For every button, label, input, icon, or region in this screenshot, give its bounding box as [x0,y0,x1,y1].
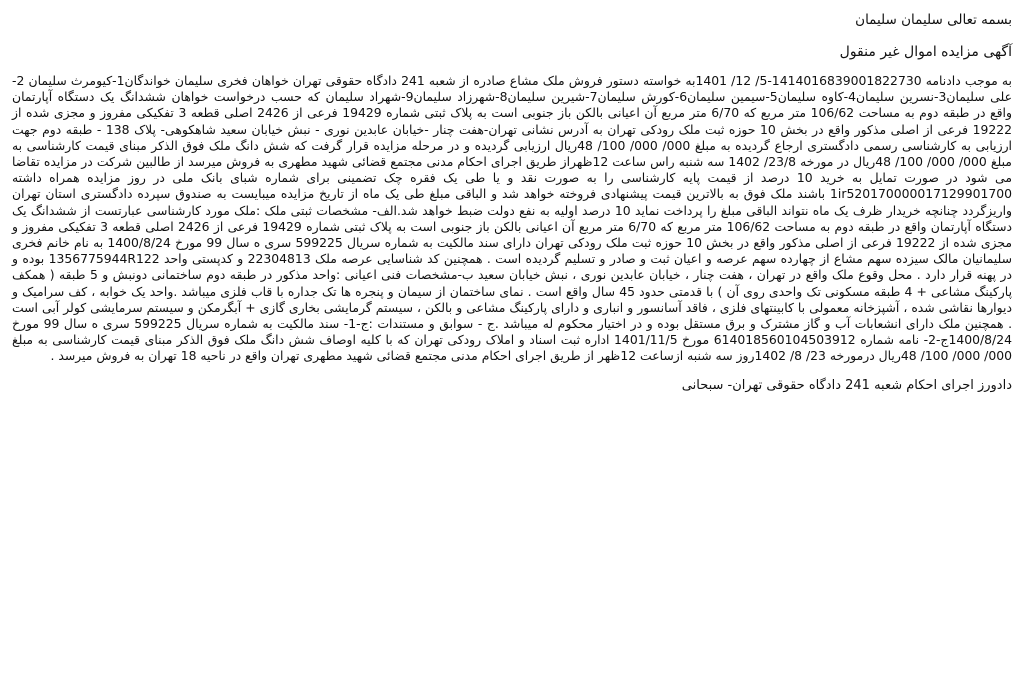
document-title: آگهی مزایده اموال غیر منقول [839,44,1012,60]
document-body: به موجب دادنامه 14016839001822730‏5-14/ 12/ 1401به خواسته دستور فروش ملک مشاع صادره از شعبه 241 دادگاه حقوقی تهران خواهان فخری سلیمان خواندگان1-کیومرث سلیمان 2-علی سلیمان3-نسرین سلیمان4-کاوه سلیمان5-سیمین سلیمان6-کورش سلیمان7-شیرین سلیمان8-شهرزاد سلیمان9-شهراد سلیمان که حسب درخواست خواهان ششدانگ یک دستگاه آپارتمان واقع در طبقه دوم به مساحت 106/62 متر مربع که 6/70 متر مربع آن اعیانی بالکن باز جنوبی است به پلاک ثبتی شماره 19429 فرعی از 2426 اصلی قطعه 3 تفکیکی مفروز و مجزی شده از 19222 فرعی از اصلی مذکور واقع در بخش 10 حوزه ثبت ملک رودکی تهران به آدرس نشانی تهران-هفت چنار -خیابان عابدین نوری - نبش خیابان سعید شاهکوهی- پلاک 138 - طبقه دوم جهت ارزیابی به کارشناسی رسمی دادگستری ارجاع گردیده به مبلغ 000/ 000/ 100/ 48ریال ارزیابی گردیده و در مرحله مزایده قرار گرفت که شش دانگ ملک فوق الذکر مبنای قیمت کارشناسی به مبلغ 000/ 000/ 100/ 48ریال در مورخه 23/8/ 1402 سه شنبه راس ساعت 12ظهراز طریق اجرای احکام مدنی مجتمع قضائی شهید مطهری به فروش میرسد از طالبین شرکت در مزایده تقاضا می شود در صورت تمایل به خرید 10 درصد از قیمت پایه کارشناسی را به صورت نقد و یا طی یک فقره چک تضمینی برای شماره شبای بانک ملی در روز مزایده همراه داشته ir520170000017129901700‏1 باشند ملک فوق به بالاترین قیمت پیشنهادی فروخته خواهد شد و الباقی مبلغ طی یک ماه از تاریخ مزایده میبایست به صندوق سپرده دادگستری استان تهران واریزگردد چنانچه خریدار ظرف یک ماه نتواند الباقی مبلغ را پرداخت نماید 10 درصد اولیه به نفع دولت ضبط خواهد شد.الف- مشخصات ثبتی ملک :ملک مورد کارشناسی عبارتست از ششدانگ یک دستگاه آپارتمان واقع در طبقه دوم به مساحت 106/62 متر مربع که 6/70 متر مربع آن اعیانی بالکن باز جنوبی است به پلاک ثبتی شماره 19429 فرعی از 2426 اصلی قطعه 3 تفکیکی مفروز و مجزی شده از 19222 فرعی از اصلی مذکور واقع در بخش 10 حوزه ثبت ملک رودکی تهران دارای سند مالکیت به شماره سریال 599225 سری ه سال 99 مورخ 1400/8/24 به نام خانم فخری سلیمانیان مالک سیزده سهم مشاع از چهارده سهم عرصه و اعیان ثبت و صادر و تسلیم گردیده است . همچنین کد شناسایی عرصه ملک 2304813‏2 و کدپستی واحد 1356775944R122 بوده و در پهنه قرار دارد . محل وقوع ملک واقع در تهران ، هفت چنار ، خیابان عابدین نوری ، نبش خیابان سعید ب-مشخصات فنی اعیانی :واحد مذکور در طبقه دوم ساختمانی دونبش و 5 طبقه ( همکف پارکینگ مشاعی + 4 طبقه مسکونی تک واحدی روی آن ) با قدمتی حدود 45 سال واقع است . نمای ساختمان از سیمان و پنجره ها تک جداره با قاب فلزی میباشد .واحد یک خوابه ، کف سرامیک و دیوارها نقاشی شده ، آشپزخانه معمولی با کابینتهای فلزی ، فاقد آسانسور و انباری و دارای پارکینگ مشاعی و بالکن ، سیستم گرمایشی بخاری گازی + آبگرمکن و سیستم سرمایشی کولر آبی است . همچنین ملک دارای انشعابات آب و گاز مشترک و برق مستقل بوده و در اختیار محکوم له میباشد .ج - سوابق و مستندات :ج-1- سند مالکیت به شماره سریال 599225 سری ه سال 99 مورخ 1400/8/24ج-2- نامه شماره 14018560104503912‏6 مورخ 1401/11/5 اداره ثبت اسناد و املاک رودکی تهران که با کلیه اوصاف شش دانگ ملک فوق الذکر مبنای قیمت کارشناسی به مبلغ 000/ 000/ 100/ 48ریال درمورخه 23/ 8/ 1402روز سه شنبه ازساعت 12ظهر از طریق اجرای احکام مدنی مجتمع قضائی شهید مطهری تهران واقع در ناحیه 18 تهران به فروش میرسد . [12,73,1013,364]
document-header: بسمه تعالی سلیمان سلیمان [855,12,1012,28]
document-signature: دادورز اجرای احکام شعبه 241 دادگاه حقوقی تهران- سبحانی [681,377,1012,393]
